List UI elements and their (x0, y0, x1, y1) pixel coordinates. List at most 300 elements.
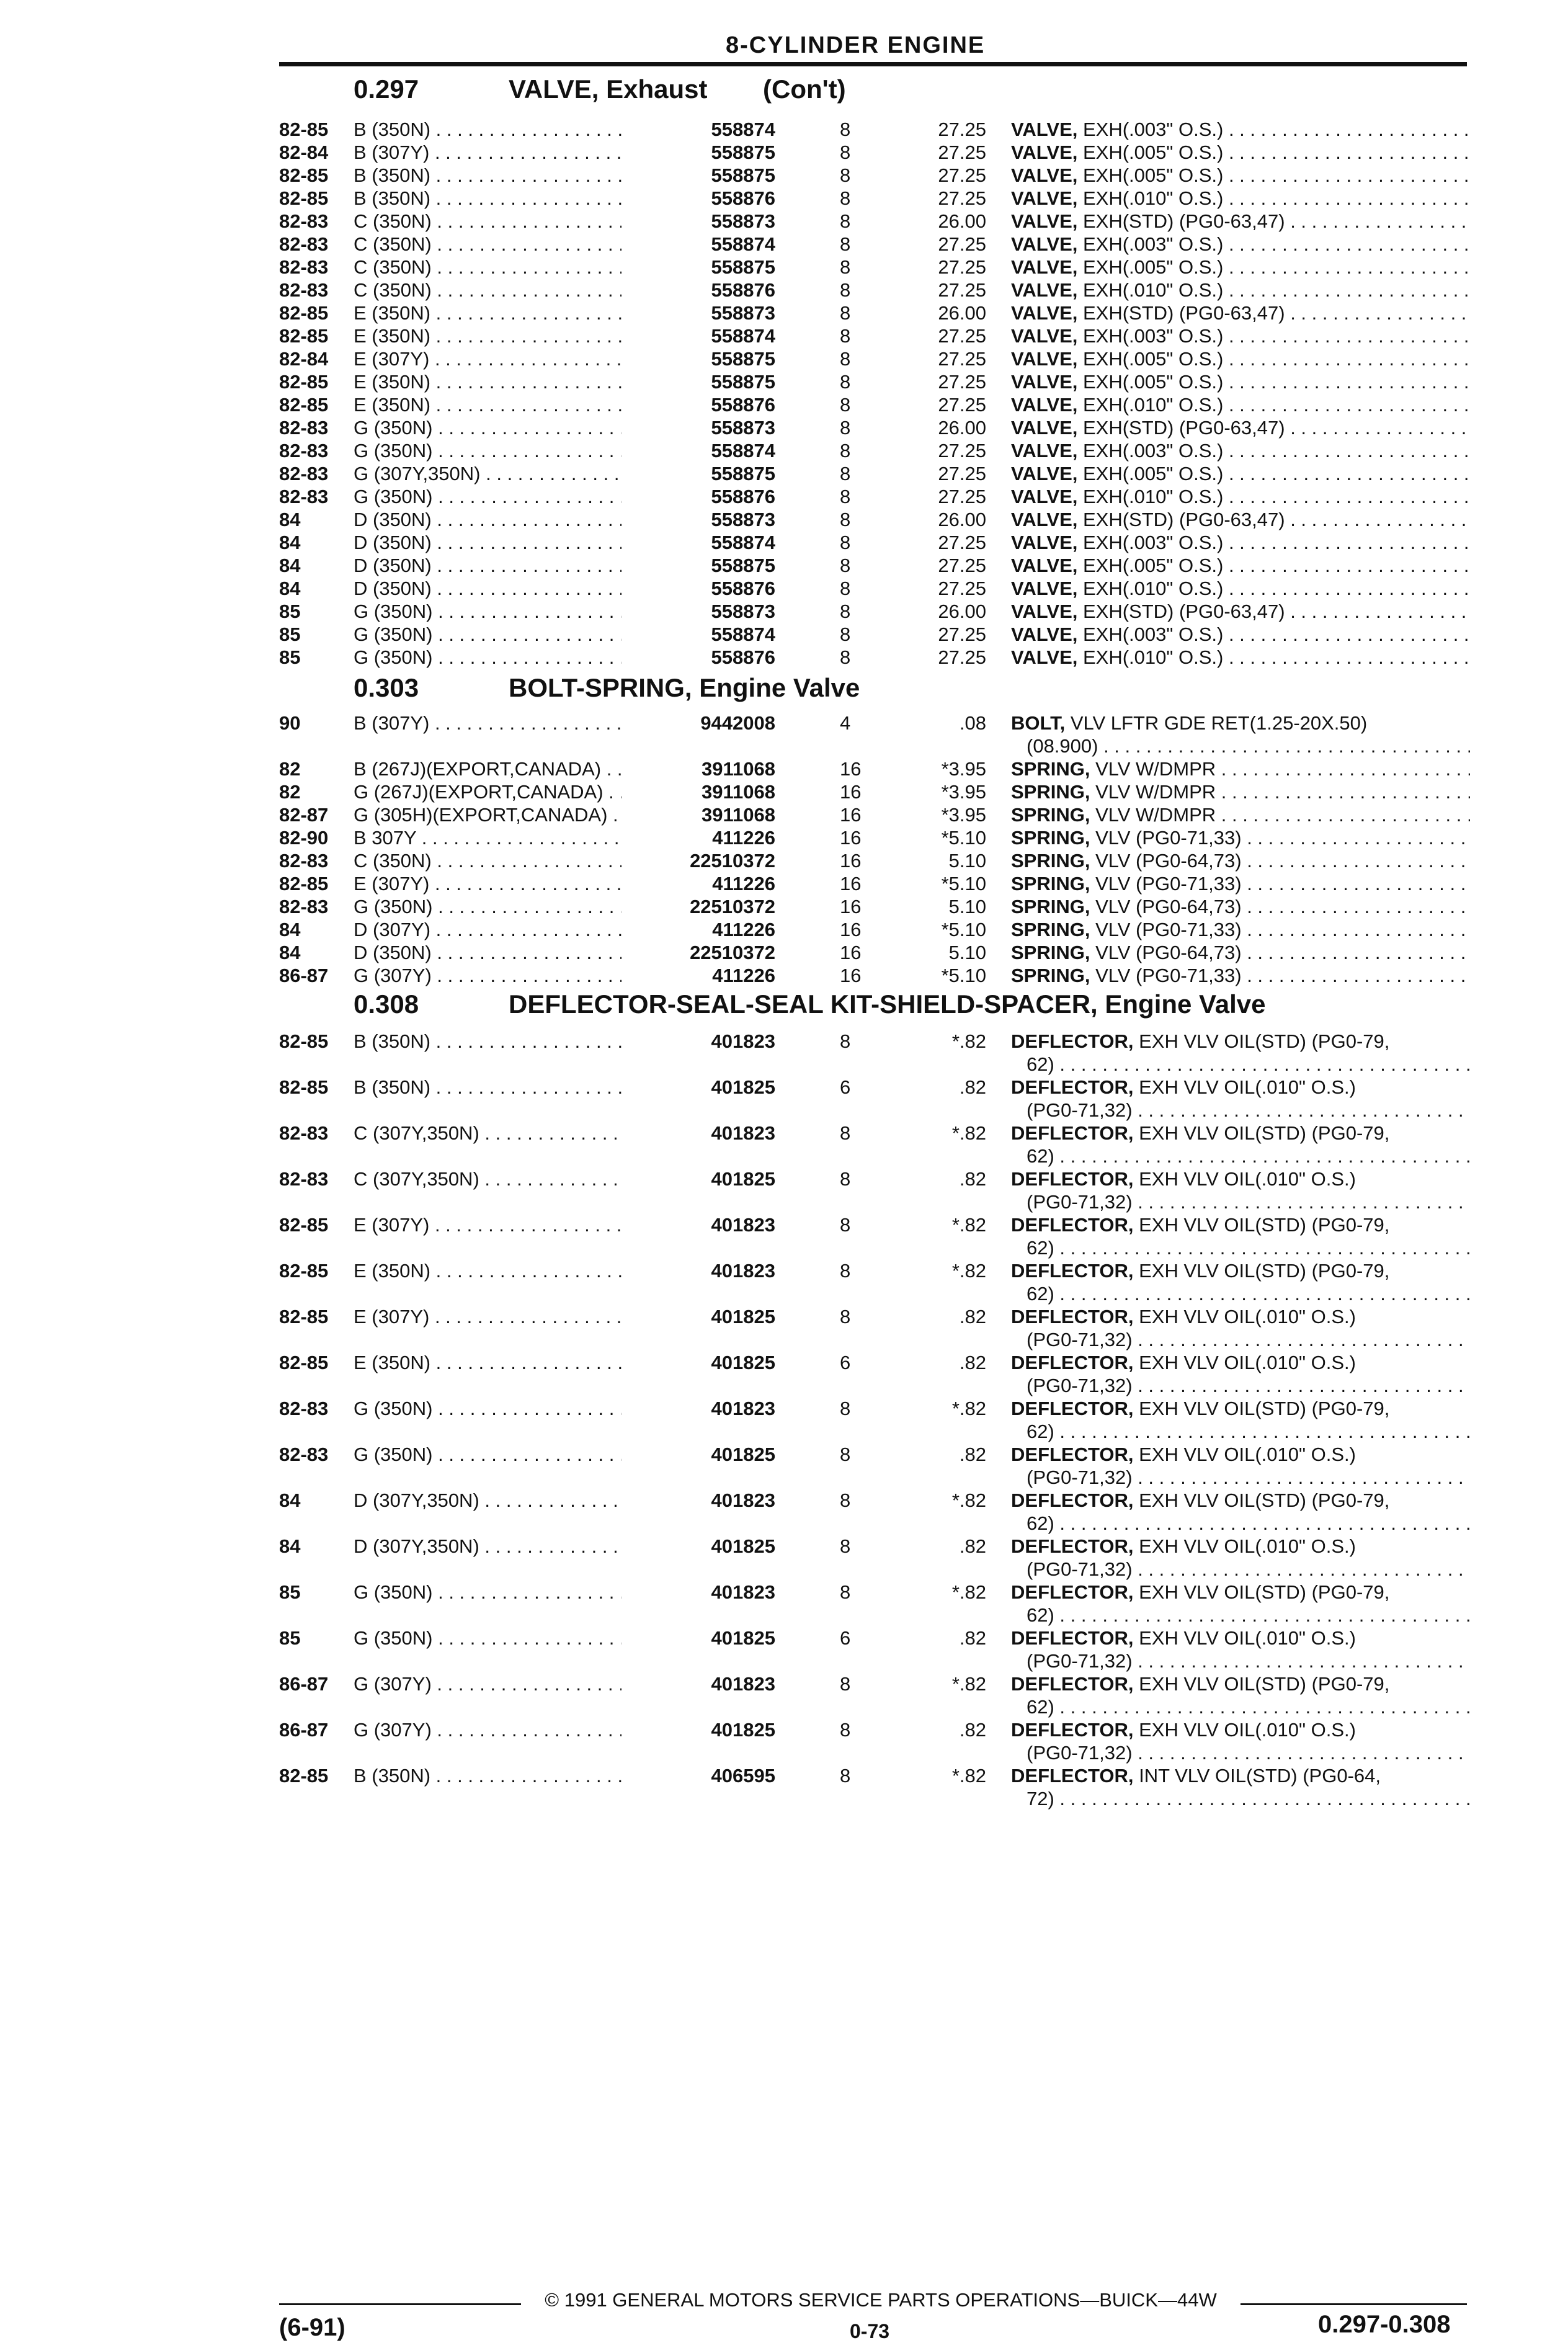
description-text: EXH(.005" O.S.) (1077, 141, 1224, 163)
description-text: VLV (PG0-71,33) (1090, 827, 1242, 849)
price-cell: 27.25 (938, 187, 986, 209)
model-cell: D (307Y,350N) . . . (354, 1489, 726, 1512)
description-keyword: VALVE, (1011, 210, 1078, 232)
description-cell (1011, 849, 1470, 872)
part-number-cell: 401825 (621, 1443, 775, 1466)
description-cell (1011, 826, 1470, 849)
year-cell: 82-87 (279, 804, 329, 826)
year-cell: 82-85 (279, 325, 329, 347)
description-cell (1011, 1030, 1470, 1053)
year-cell: 82-85 (279, 1765, 329, 1787)
description-keyword: SPRING, (1011, 804, 1090, 826)
quantity-cell: 8 (840, 118, 851, 140)
description-keyword: SPRING, (1011, 850, 1090, 872)
part-number-cell: 411226 (621, 918, 775, 941)
quantity-cell: 8 (840, 1535, 851, 1557)
description-text: EXH VLV OIL(STD) (PG0-79, (1133, 1581, 1390, 1603)
quantity-cell: 8 (840, 187, 851, 209)
year-cell: 84 (279, 509, 301, 530)
year-cell: 82-90 (279, 827, 329, 849)
description-text: EXH(STD) (PG0-63,47) (1077, 302, 1285, 324)
description-continuation: 62) . . . (1027, 1053, 1470, 1076)
part-number-cell: 558874 (621, 324, 775, 347)
model-cell: G (350N) . . . (354, 1627, 726, 1649)
table-row (279, 1259, 1470, 1305)
description-text: EXH(STD) (PG0-63,47) (1077, 210, 1285, 232)
description-keyword: DEFLECTOR, (1011, 1673, 1134, 1695)
model-cell: D (350N) . . . (354, 577, 726, 600)
model-cell: C (350N) . . . (354, 233, 726, 256)
description-cell (1011, 1167, 1470, 1190)
part-number-cell: 411226 (621, 826, 775, 849)
description-keyword: VALVE, (1011, 646, 1078, 668)
price-cell: 5.10 (948, 850, 986, 872)
description-text: EXH VLV OIL(.010" O.S.) (1133, 1444, 1356, 1465)
model-cell: E (307Y) . . . (354, 347, 726, 370)
part-number-cell: 558875 (621, 462, 775, 485)
year-cell: 84 (279, 919, 301, 940)
quantity-cell: 16 (840, 965, 862, 986)
part-number-cell: 558876 (621, 646, 775, 669)
description-cell (1011, 577, 1470, 600)
description-keyword: DEFLECTOR, (1011, 1168, 1134, 1190)
price-cell: 27.25 (938, 118, 986, 140)
part-number-cell: 401825 (621, 1167, 775, 1190)
description-text: EXH(.003" O.S.) (1077, 118, 1224, 140)
description-cell (1011, 439, 1470, 462)
part-number-cell: 401823 (621, 1213, 775, 1236)
table-row (279, 1627, 1470, 1672)
description-continuation: (PG0-71,32) . . . (1027, 1741, 1470, 1764)
table-row (279, 872, 1470, 895)
part-number-cell: 558875 (621, 256, 775, 279)
year-cell: 82-85 (279, 164, 329, 186)
section-continued: (Con't) (763, 74, 846, 104)
part-number-cell: 22510372 (621, 895, 775, 918)
description-keyword: SPRING, (1011, 758, 1090, 780)
description-text: EXH VLV OIL(.010" O.S.) (1133, 1352, 1356, 1373)
quantity-cell: 8 (840, 348, 851, 370)
table-row (279, 757, 1470, 780)
description-cell (1011, 964, 1470, 987)
description-cell (1011, 256, 1470, 279)
year-cell: 82-85 (279, 394, 329, 416)
description-cell (1011, 803, 1470, 826)
year-cell: 82-83 (279, 279, 329, 301)
description-continuation: 72) . . . (1027, 1787, 1470, 1810)
model-cell: D (307Y) . . . (354, 918, 726, 941)
description-keyword: DEFLECTOR, (1011, 1444, 1134, 1465)
part-number-cell: 401823 (621, 1122, 775, 1145)
quantity-cell: 8 (840, 325, 851, 347)
table-row (279, 324, 1470, 347)
year-cell: 82-85 (279, 1076, 329, 1098)
description-keyword: DEFLECTOR, (1011, 1076, 1134, 1098)
year-cell: 84 (279, 1489, 301, 1511)
description-cell (1011, 210, 1470, 233)
description-continuation: 62) . . . (1027, 1236, 1470, 1259)
description-continuation: (PG0-71,32) . . . (1027, 1649, 1470, 1672)
price-cell: *.82 (951, 1260, 986, 1282)
description-keyword: SPRING, (1011, 827, 1090, 849)
price-cell: .82 (959, 1444, 986, 1465)
model-cell: E (350N) . . . (354, 1259, 726, 1282)
year-cell: 82-83 (279, 486, 329, 507)
price-cell: 26.00 (938, 302, 986, 324)
footer-section-range: 0.297-0.308 (1318, 2311, 1451, 2338)
model-cell: D (350N) . . . (354, 554, 726, 577)
year-cell: 85 (279, 600, 301, 622)
price-cell: *3.95 (941, 758, 986, 780)
price-cell: *5.10 (941, 827, 986, 849)
quantity-cell: 8 (840, 210, 851, 232)
description-text: VLV (PG0-71,33) (1090, 965, 1242, 986)
model-cell: C (350N) . . . (354, 849, 726, 872)
quantity-cell: 8 (840, 1719, 851, 1741)
table-row (279, 646, 1470, 669)
table-row (279, 210, 1470, 233)
quantity-cell: 8 (840, 1581, 851, 1603)
part-number-cell: 401825 (621, 1076, 775, 1099)
price-cell: 27.25 (938, 394, 986, 416)
description-cell (1011, 531, 1470, 554)
description-keyword: SPRING, (1011, 919, 1090, 940)
price-cell: *5.10 (941, 965, 986, 986)
description-continuation: 62) . . . (1027, 1282, 1470, 1305)
description-text: EXH VLV OIL(.010" O.S.) (1133, 1535, 1356, 1557)
description-cell (1011, 1489, 1470, 1512)
part-number-cell: 558874 (621, 233, 775, 256)
model-cell: E (350N) . . . (354, 1351, 726, 1374)
description-keyword: SPRING, (1011, 896, 1090, 917)
description-keyword: DEFLECTOR, (1011, 1581, 1134, 1603)
description-text: EXH(.003" O.S.) (1077, 623, 1224, 645)
description-text: EXH(.005" O.S.) (1077, 164, 1224, 186)
price-cell: *.82 (951, 1765, 986, 1787)
description-cell (1011, 508, 1470, 531)
section-heading (279, 74, 1470, 105)
description-cell (1011, 895, 1470, 918)
price-cell: .82 (959, 1627, 986, 1649)
year-cell: 85 (279, 1581, 301, 1603)
model-cell: B (350N) . . . (354, 1076, 726, 1099)
part-number-cell: 558875 (621, 347, 775, 370)
quantity-cell: 8 (840, 1306, 851, 1328)
part-number-cell: 558874 (621, 623, 775, 646)
description-text: EXH(STD) (PG0-63,47) (1077, 509, 1285, 530)
description-text: EXH VLV OIL(.010" O.S.) (1133, 1719, 1356, 1741)
part-number-cell: 558876 (621, 577, 775, 600)
model-cell: G (350N) . . . (354, 439, 726, 462)
table-row (279, 712, 1470, 757)
table-row (279, 826, 1470, 849)
price-cell: 5.10 (948, 942, 986, 963)
price-cell: 27.25 (938, 348, 986, 370)
part-number-cell: 3911068 (621, 780, 775, 803)
price-cell: *.82 (951, 1214, 986, 1236)
description-cell (1011, 1259, 1470, 1282)
description-cell (1011, 347, 1470, 370)
description-keyword: VALVE, (1011, 256, 1078, 278)
quantity-cell: 8 (840, 532, 851, 553)
description-keyword: DEFLECTOR, (1011, 1030, 1134, 1052)
quantity-cell: 8 (840, 463, 851, 484)
price-cell: *.82 (951, 1030, 986, 1052)
description-cell (1011, 1122, 1470, 1145)
description-keyword: SPRING, (1011, 781, 1090, 803)
model-cell: D (350N) . . . (354, 531, 726, 554)
description-text: EXH(.010" O.S.) (1077, 578, 1224, 599)
part-number-cell: 558874 (621, 531, 775, 554)
table-row (279, 370, 1470, 393)
year-cell: 82-85 (279, 873, 329, 895)
model-cell: C (307Y,350N) . . . (354, 1122, 726, 1145)
quantity-cell: 8 (840, 256, 851, 278)
year-cell: 85 (279, 1627, 301, 1649)
model-cell: E (307Y) . . . (354, 872, 726, 895)
price-cell: 26.00 (938, 600, 986, 622)
price-cell: 27.25 (938, 141, 986, 163)
description-text: VLV (PG0-71,33) (1090, 873, 1242, 895)
description-continuation: 62) . . . (1027, 1512, 1470, 1535)
description-text: EXH(STD) (PG0-63,47) (1077, 417, 1285, 439)
description-cell (1011, 1672, 1470, 1695)
price-cell: 26.00 (938, 417, 986, 439)
description-cell (1011, 554, 1470, 577)
description-cell (1011, 279, 1470, 301)
year-cell: 84 (279, 532, 301, 553)
description-cell (1011, 872, 1470, 895)
description-text: EXH VLV OIL(STD) (PG0-79, (1133, 1489, 1390, 1511)
quantity-cell: 8 (840, 1489, 851, 1511)
table-row (279, 1351, 1470, 1396)
year-cell: 82-83 (279, 1398, 329, 1419)
price-cell: 26.00 (938, 509, 986, 530)
table-row (279, 1397, 1470, 1442)
price-cell: .08 (959, 712, 986, 734)
description-cell (1011, 1305, 1470, 1328)
quantity-cell: 6 (840, 1076, 851, 1098)
model-cell: E (307Y) . . . (354, 1305, 726, 1328)
year-cell: 82-83 (279, 417, 329, 439)
description-keyword: VALVE, (1011, 279, 1078, 301)
price-cell: 27.25 (938, 555, 986, 576)
part-number-cell: 411226 (621, 964, 775, 987)
description-keyword: VALVE, (1011, 187, 1078, 209)
price-cell: *3.95 (941, 804, 986, 826)
part-number-cell: 558875 (621, 141, 775, 164)
table-row (279, 508, 1470, 531)
description-text: EXH(.010" O.S.) (1077, 279, 1224, 301)
description-continuation: (PG0-71,32) . . . (1027, 1328, 1470, 1351)
model-cell: D (350N) . . . (354, 508, 726, 531)
description-text: EXH VLV OIL(STD) (PG0-79, (1133, 1122, 1390, 1144)
description-keyword: DEFLECTOR, (1011, 1260, 1134, 1282)
quantity-cell: 8 (840, 555, 851, 576)
description-cell (1011, 712, 1470, 734)
table-row (279, 462, 1470, 485)
year-cell: 82-83 (279, 850, 329, 872)
table-row (279, 393, 1470, 416)
model-cell: G (307Y) . . . (354, 1718, 726, 1741)
description-keyword: VALVE, (1011, 302, 1078, 324)
description-text: EXH(.005" O.S.) (1077, 555, 1224, 576)
description-text: EXH VLV OIL(.010" O.S.) (1133, 1627, 1356, 1649)
table-row (279, 941, 1470, 964)
part-number-cell: 558873 (621, 508, 775, 531)
part-number-cell: 411226 (621, 872, 775, 895)
model-cell: G (350N) . . . (354, 416, 726, 439)
table-row (279, 164, 1470, 187)
description-cell (1011, 416, 1470, 439)
price-cell: 27.25 (938, 279, 986, 301)
year-cell: 82-84 (279, 348, 329, 370)
table-row (279, 1489, 1470, 1534)
description-text: EXH VLV OIL(STD) (PG0-79, (1133, 1398, 1390, 1419)
description-keyword: SPRING, (1011, 965, 1090, 986)
quantity-cell: 8 (840, 440, 851, 462)
description-keyword: VALVE, (1011, 600, 1078, 622)
year-cell: 82 (279, 758, 301, 780)
part-number-cell: 401825 (621, 1718, 775, 1741)
year-cell: 82-83 (279, 1168, 329, 1190)
part-number-cell: 558875 (621, 554, 775, 577)
model-cell: G (350N) . . . (354, 600, 726, 623)
description-continuation: 62) . . . (1027, 1145, 1470, 1167)
year-cell: 82-85 (279, 1214, 329, 1236)
part-number-cell: 401825 (621, 1627, 775, 1649)
description-keyword: DEFLECTOR, (1011, 1122, 1134, 1144)
footer-page-number: 0-73 (850, 2320, 890, 2342)
model-cell: G (350N) . . . (354, 623, 726, 646)
description-text: VLV W/DMPR (1090, 758, 1216, 780)
quantity-cell: 8 (840, 509, 851, 530)
table-row (279, 1030, 1470, 1075)
description-text: EXH(.010" O.S.) (1077, 187, 1224, 209)
model-cell: G (350N) . . . (354, 895, 726, 918)
description-text: EXH(.003" O.S.) (1077, 440, 1224, 462)
year-cell: 86-87 (279, 965, 329, 986)
description-cell (1011, 1627, 1470, 1649)
part-number-cell: 558873 (621, 210, 775, 233)
price-cell: 27.25 (938, 164, 986, 186)
description-cell (1011, 1535, 1470, 1558)
table-row (279, 1122, 1470, 1167)
table-row (279, 1076, 1470, 1121)
price-cell: *.82 (951, 1673, 986, 1695)
price-cell: .82 (959, 1076, 986, 1098)
year-cell: 84 (279, 1535, 301, 1557)
model-cell: G (350N) . . . (354, 1581, 726, 1604)
year-cell: 82-83 (279, 1444, 329, 1465)
description-text: EXH VLV OIL(.010" O.S.) (1133, 1168, 1356, 1190)
quantity-cell: 8 (840, 371, 851, 393)
description-keyword: DEFLECTOR, (1011, 1719, 1134, 1741)
table-row (279, 600, 1470, 623)
table-row (279, 233, 1470, 256)
quantity-cell: 8 (840, 1444, 851, 1465)
description-cell (1011, 187, 1470, 210)
description-continuation: 62) . . . (1027, 1604, 1470, 1627)
quantity-cell: 16 (840, 827, 862, 849)
year-cell: 82-83 (279, 1122, 329, 1144)
description-continuation: (08.900) . . . (1027, 734, 1470, 757)
price-cell: .82 (959, 1168, 986, 1190)
description-text: EXH VLV OIL(.010" O.S.) (1133, 1076, 1356, 1098)
description-keyword: SPRING, (1011, 942, 1090, 963)
description-continuation: (PG0-71,32) . . . (1027, 1190, 1470, 1213)
description-keyword: VALVE, (1011, 486, 1078, 507)
quantity-cell: 6 (840, 1352, 851, 1373)
table-row (279, 187, 1470, 210)
model-cell: B (350N) . . . (354, 1764, 726, 1787)
table-row (279, 918, 1470, 941)
model-cell: G (307Y,350N) . . . (354, 462, 726, 485)
price-cell: 27.25 (938, 440, 986, 462)
quantity-cell: 16 (840, 781, 862, 803)
description-continuation: 62) . . . (1027, 1695, 1470, 1718)
footer-rule-right (1234, 2303, 1467, 2305)
description-text: VLV W/DMPR (1090, 804, 1216, 826)
description-text: EXH(.010" O.S.) (1077, 646, 1224, 668)
description-cell (1011, 1213, 1470, 1236)
description-keyword: VALVE, (1011, 371, 1078, 393)
model-cell: B (307Y) . . . (354, 141, 726, 164)
part-number-cell: 558876 (621, 187, 775, 210)
description-text: EXH(.003" O.S.) (1077, 532, 1224, 553)
model-cell: G (350N) . . . (354, 1397, 726, 1420)
quantity-cell: 8 (840, 1168, 851, 1190)
table-row (279, 780, 1470, 803)
year-cell: 86-87 (279, 1673, 329, 1695)
model-cell: G (267J)(EXPORT,CANADA) . . . (354, 780, 726, 803)
table-row (279, 803, 1470, 826)
table-row (279, 301, 1470, 324)
description-cell (1011, 233, 1470, 256)
section-title: BOLT-SPRING, Engine Valve (509, 673, 860, 702)
description-cell (1011, 118, 1470, 141)
table-row (279, 1213, 1470, 1259)
year-cell: 90 (279, 712, 301, 734)
quantity-cell: 8 (840, 1260, 851, 1282)
part-number-cell: 558875 (621, 164, 775, 187)
description-cell (1011, 646, 1470, 669)
description-keyword: DEFLECTOR, (1011, 1352, 1134, 1373)
description-cell (1011, 1764, 1470, 1787)
description-keyword: VALVE, (1011, 623, 1078, 645)
part-number-cell: 558876 (621, 485, 775, 508)
year-cell: 82-85 (279, 1306, 329, 1328)
year-cell: 84 (279, 555, 301, 576)
model-cell: B (307Y) . . . (354, 712, 726, 734)
description-keyword: VALVE, (1011, 417, 1078, 439)
description-keyword: VALVE, (1011, 164, 1078, 186)
description-keyword: VALVE, (1011, 233, 1078, 255)
part-number-cell: 558874 (621, 439, 775, 462)
year-cell: 82-83 (279, 233, 329, 255)
part-number-cell: 3911068 (621, 757, 775, 780)
section-code: 0.303 (354, 673, 419, 702)
page-title: 8-CYLINDER ENGINE (726, 32, 986, 58)
price-cell: *.82 (951, 1122, 986, 1144)
price-cell: .82 (959, 1352, 986, 1373)
year-cell: 82-83 (279, 256, 329, 278)
footer-date: (6-91) (279, 2314, 345, 2341)
price-cell: 27.25 (938, 256, 986, 278)
description-continuation: (PG0-71,32) . . . (1027, 1099, 1470, 1122)
quantity-cell: 8 (840, 233, 851, 255)
description-cell (1011, 600, 1470, 623)
